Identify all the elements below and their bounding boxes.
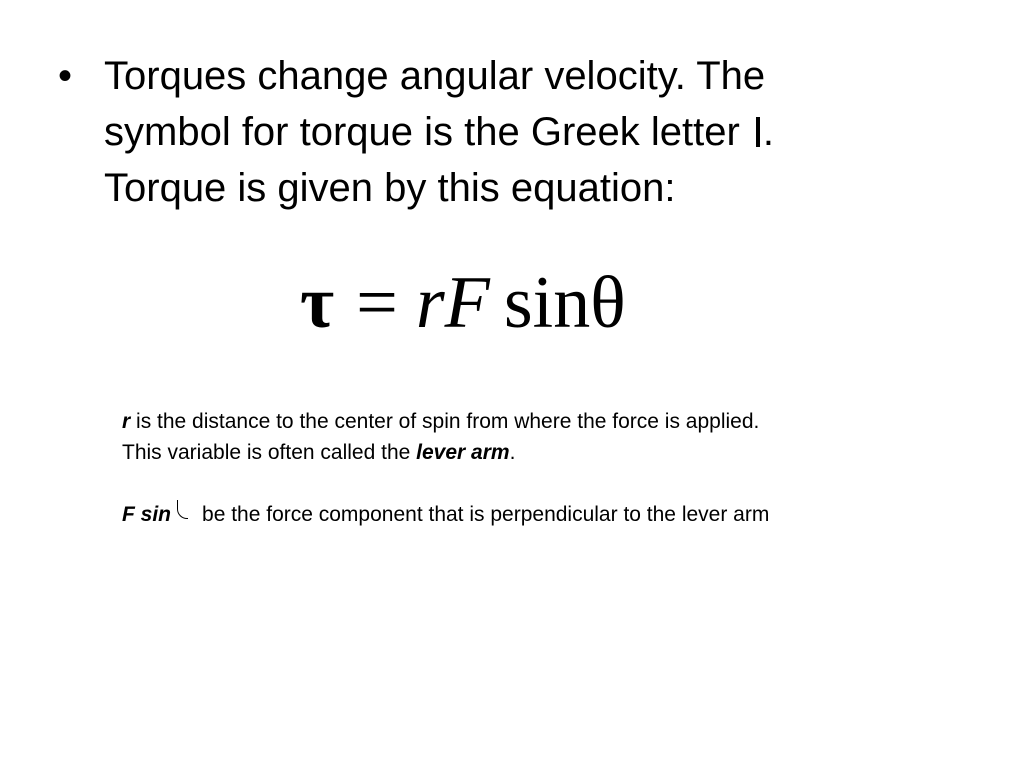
missing-glyph-bar-icon (756, 117, 760, 147)
note-lever-period: . (509, 441, 516, 464)
note-lever-line (122, 437, 982, 468)
equation-equals: = (356, 262, 398, 344)
note-lever-text: This variable is often called the (122, 441, 417, 464)
note-r-variable: r (122, 410, 131, 433)
bullet-line-2-text: symbol for torque is the Greek letter (104, 110, 740, 154)
note-fsin-text: be the force component that is perpendicular to the lever arm (202, 503, 770, 526)
note-fsin-variable: F sin (122, 503, 172, 526)
bullet-line-2-period: . (762, 110, 774, 154)
notes-spacer (122, 468, 982, 499)
bullet-marker: • (58, 54, 73, 98)
equation-sin-theta: sinθ (503, 262, 626, 344)
bullet-line-3 (58, 160, 958, 216)
missing-glyph-theta-icon (177, 500, 188, 519)
bullet-line-3-text: Torque is given by this equation: (104, 166, 676, 210)
bullet-line-1-text: Torques change angular velocity. The (104, 54, 766, 98)
note-lever-arm: lever arm (416, 441, 510, 464)
torque-equation (300, 258, 626, 348)
bullet-line-1 (58, 48, 958, 104)
equation-rf: rF (415, 262, 490, 344)
equation-tau: τ (300, 262, 335, 344)
bullet-text-block (58, 48, 958, 216)
note-fsin-line (122, 499, 982, 530)
note-r-text: is the distance to the center of spin from where the force is applied. (130, 410, 760, 433)
note-r-line (122, 406, 982, 437)
bullet-line-2 (58, 104, 958, 160)
notes-block (122, 406, 982, 530)
